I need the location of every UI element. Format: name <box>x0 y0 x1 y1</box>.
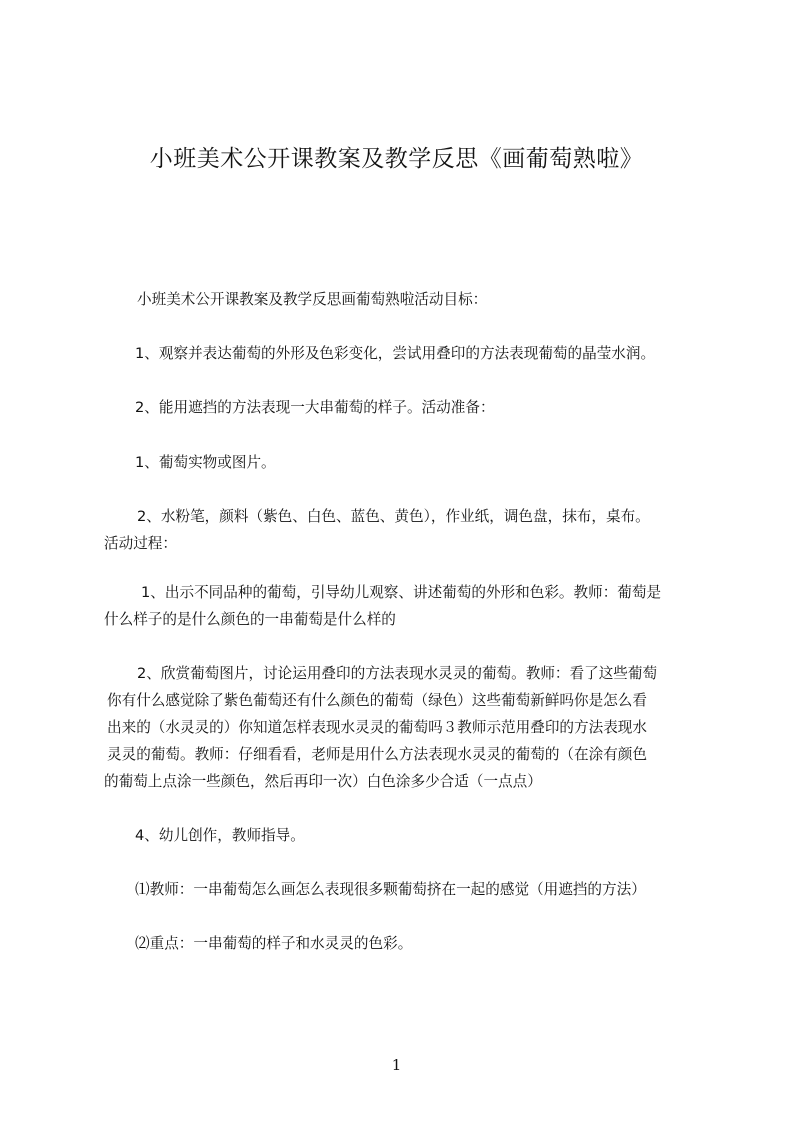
paragraph-objective-2: 2、能用遮挡的方法表现一大串葡萄的样子。活动准备： <box>135 399 495 416</box>
paragraph-preparation-2: 2、水粉笔，颜料（紫色、白色、蓝色、黄色），作业纸，调色盘，抹布，桌布。 <box>137 508 650 525</box>
paragraph-process-heading: 活动过程： <box>104 535 177 552</box>
paragraph-step-4: 4、幼儿创作，教师指导。 <box>135 827 305 844</box>
paragraph-step-1-line-2: 什么样子的是什么颜色的一串葡萄是什么样的 <box>104 611 396 628</box>
paragraph-step-2-line-4: 灵灵的葡萄。教师：仔细看看，老师是用什么方法表现水灵灵的葡萄的（在涂有颜色 <box>107 746 647 763</box>
paragraph-preparation-1: 1、葡萄实物或图片。 <box>135 454 276 471</box>
paragraph-step-2-line-3: 出来的（水灵灵的）你知道怎样表现水灵灵的葡萄吗３教师示范用叠印的方法表现水 <box>107 719 647 736</box>
paragraph-step-1-line-1: 1、出示不同品种的葡萄，引导幼儿观察、讲述葡萄的外形和色彩。教师：葡萄是 <box>141 584 662 601</box>
paragraph-step-4-sub-1: ⑴教师：一串葡萄怎么画怎么表现很多颗葡萄挤在一起的感觉（用遮挡的方法） <box>135 881 646 898</box>
paragraph-objectives-heading: 小班美术公开课教案及教学反思画葡萄熟啦活动目标： <box>137 291 488 308</box>
paragraph-step-4-sub-2: ⑵重点：一串葡萄的样子和水灵灵的色彩。 <box>135 935 413 952</box>
paragraph-objective-1: 1、观察并表达葡萄的外形及色彩变化，尝试用叠印的方法表现葡萄的晶莹水润。 <box>135 345 656 362</box>
document-title: 小班美术公开课教案及教学反思《画葡萄熟啦》 <box>149 146 644 172</box>
paragraph-step-2-line-1: 2、欣赏葡萄图片，讨论运用叠印的方法表现水灵灵的葡萄。教师：看了这些葡萄 <box>137 665 658 682</box>
paragraph-step-2-line-5: 的葡萄上点涂一些颜色，然后再印一次）白色涂多少合适（一点点） <box>104 773 542 790</box>
page-number: 1 <box>391 1056 402 1074</box>
paragraph-step-2-line-2: 你有什么感觉除了紫色葡萄还有什么颜色的葡萄（绿色）这些葡萄新鲜吗你是怎么看 <box>107 692 647 709</box>
